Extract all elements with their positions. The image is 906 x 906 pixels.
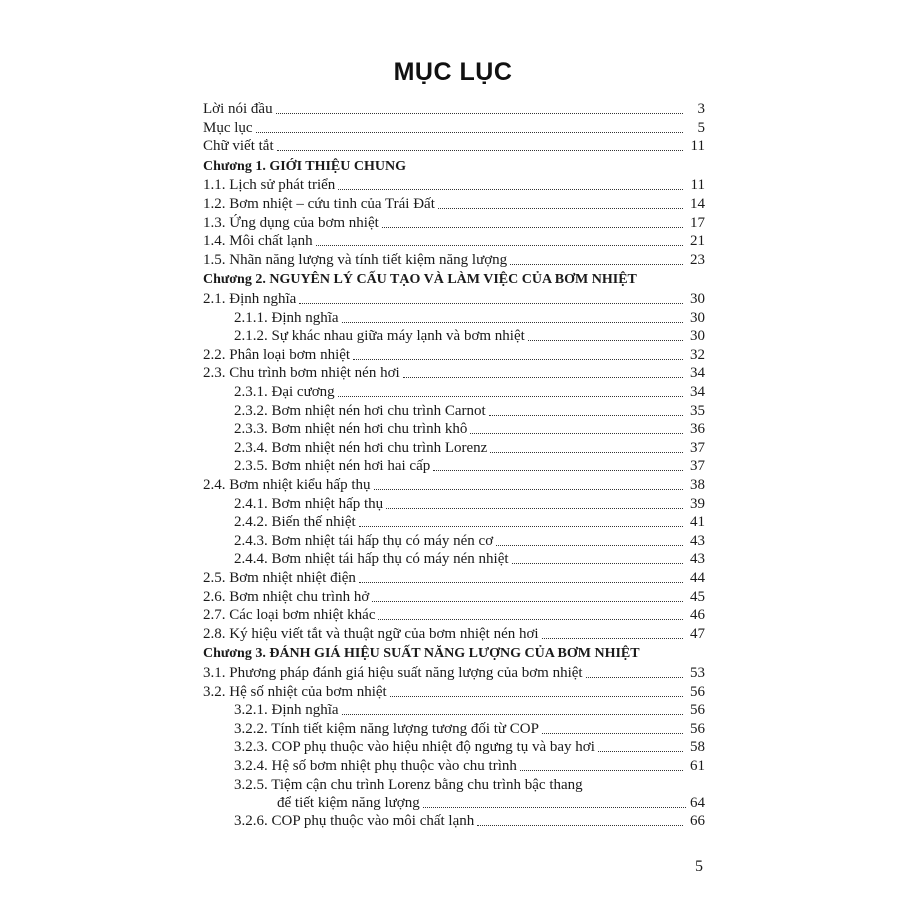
toc-entry-page: 44 — [690, 570, 705, 586]
chapter-title: Chương 2. NGUYÊN LÝ CẤU TẠO VÀ LÀM VIỆC CỦA BƠM NHIỆT — [203, 272, 637, 288]
toc-entry — [203, 532, 705, 550]
dot-leader — [338, 396, 683, 397]
toc-entry-page: 30 — [690, 328, 705, 345]
dot-leader — [359, 582, 683, 583]
chapter-title: Chương 1. GIỚI THIỆU CHUNG — [203, 158, 406, 174]
dot-leader — [277, 150, 683, 151]
toc-entry — [203, 119, 705, 137]
toc-entry-page: 47 — [690, 625, 705, 642]
dot-leader — [438, 208, 683, 209]
toc-entry — [203, 420, 705, 438]
toc-entry-page: 35 — [690, 402, 705, 419]
toc-entry-page: 46 — [690, 607, 705, 624]
toc-entry-page: 64 — [690, 794, 705, 811]
toc-entry-page: 41 — [690, 514, 705, 531]
toc-entry — [203, 327, 705, 345]
toc-entry-page: 53 — [690, 665, 705, 681]
toc-entry-page: 39 — [690, 495, 705, 512]
toc-entry-page: 43 — [690, 551, 705, 568]
toc-entry-page: 21 — [690, 233, 705, 250]
toc-entry — [203, 476, 705, 494]
dot-leader — [489, 415, 683, 416]
dot-leader — [470, 433, 683, 434]
toc-entry-label: 1.1. Lịch sử phát triển — [203, 177, 336, 194]
toc-entry-label: 2.3.4. Bơm nhiệt nén hơi chu trình Lorenz — [234, 439, 488, 456]
toc-entry-page: 11 — [690, 177, 705, 194]
dot-leader — [510, 264, 683, 265]
toc-entry-page: 5 — [697, 119, 705, 136]
toc-entry-label: 2.3. Chu trình bơm nhiệt nén hơi — [203, 365, 400, 382]
toc-entry — [203, 346, 705, 364]
toc-entry — [203, 176, 705, 194]
toc-chapter-heading — [203, 271, 705, 289]
toc-entry — [203, 457, 705, 475]
toc-entry-label: 3.2.3. COP phụ thuộc vào hiệu nhiệt độ ngưng tụ và bay hơi — [234, 739, 595, 756]
toc-chapter-heading — [203, 158, 705, 176]
toc-entry — [203, 569, 705, 587]
dot-leader — [586, 677, 683, 678]
toc-entry — [203, 402, 705, 420]
toc-entry-page: 58 — [690, 739, 705, 756]
toc-entry — [203, 309, 705, 327]
chapter-title: Chương 3. ĐÁNH GIÁ HIỆU SUẤT NĂNG LƯỢNG CỦA BƠM NHIỆT — [203, 646, 640, 662]
dot-leader — [390, 696, 683, 697]
toc-entry-label: 3.2.5. Tiệm cận chu trình Lorenz bằng chu trình bậc thang — [234, 776, 583, 793]
dot-leader — [342, 714, 683, 715]
toc-entry-label-continued: để tiết kiệm năng lượng — [277, 794, 420, 811]
toc-entry — [203, 232, 705, 250]
toc-entry-page: 61 — [690, 758, 705, 774]
toc-entry-label: 3.1. Phương pháp đánh giá hiệu suất năng lượng của bơm nhiệt — [203, 665, 583, 681]
page-number: 5 — [695, 858, 703, 875]
toc-entry-label: 2.3.2. Bơm nhiệt nén hơi chu trình Carnot — [234, 402, 486, 419]
toc-entry-label: 1.3. Ứng dụng của bơm nhiệt — [203, 214, 379, 231]
toc-entry-page: 45 — [690, 588, 705, 605]
toc-entry-label: Mục lục — [203, 119, 253, 136]
toc-entry-label: 2.7. Các loại bơm nhiệt khác — [203, 607, 376, 624]
toc-entry — [203, 513, 705, 531]
toc-entry-page: 37 — [690, 458, 705, 475]
dot-leader — [372, 601, 683, 602]
dot-leader — [496, 545, 683, 546]
toc-entry-page: 66 — [690, 812, 705, 829]
toc-entry-page: 36 — [690, 421, 705, 438]
toc-entry-label: 2.1. Định nghĩa — [203, 291, 297, 307]
toc-entry — [203, 290, 705, 308]
toc-entry-page: 17 — [690, 214, 705, 231]
toc-entry — [203, 757, 705, 775]
toc-entry-label: Chữ viết tắt — [203, 138, 274, 155]
toc-entry — [203, 588, 705, 606]
toc-entry — [203, 495, 705, 513]
dot-leader — [528, 340, 683, 341]
toc-entry-label: 3.2. Hệ số nhiệt của bơm nhiệt — [203, 683, 387, 700]
toc-entry — [203, 606, 705, 624]
toc-entry-label: 1.5. Nhãn năng lượng và tính tiết kiệm năng lượng — [203, 251, 508, 268]
dot-leader — [299, 303, 683, 304]
toc-entry-page: 56 — [690, 702, 705, 719]
toc-entry-label: 2.8. Ký hiệu viết tắt và thuật ngữ của bơm nhiệt nén hơi — [203, 625, 539, 642]
toc-entry — [203, 664, 705, 682]
toc-entry-label: 2.2. Phân loại bơm nhiệt — [203, 346, 351, 363]
dot-leader — [316, 245, 683, 246]
toc-entry-label: 2.4.4. Bơm nhiệt tái hấp thụ có máy nén nhiệt — [234, 551, 509, 568]
toc-entry-label: 2.1.2. Sự khác nhau giữa máy lạnh và bơm nhiệt — [234, 328, 525, 345]
toc-entry-page: 37 — [690, 439, 705, 456]
toc-entry — [203, 550, 705, 568]
dot-leader — [598, 751, 683, 752]
toc-entry — [203, 383, 705, 401]
toc-entry — [203, 738, 705, 756]
toc-entry-label: 2.4.1. Bơm nhiệt hấp thụ — [234, 495, 384, 512]
dot-leader — [542, 638, 683, 639]
toc-entry — [203, 214, 705, 232]
toc-entry-page: 3 — [697, 101, 705, 117]
toc-entry — [203, 195, 705, 213]
toc-entry-label: 3.2.2. Tính tiết kiệm năng lượng tương đối từ COP — [234, 720, 539, 737]
page-title: MỤC LỤC — [393, 58, 513, 86]
dot-leader — [256, 132, 683, 133]
toc-entry — [203, 625, 705, 643]
dot-leader — [490, 452, 683, 453]
dot-leader — [338, 189, 683, 190]
toc-entry — [203, 100, 705, 118]
toc-entry-label: 2.3.3. Bơm nhiệt nén hơi chu trình khô — [234, 421, 468, 438]
dot-leader — [477, 825, 683, 826]
dot-leader — [342, 322, 683, 323]
toc-entry-label: 2.6. Bơm nhiệt chu trình hở — [203, 588, 370, 605]
dot-leader — [378, 619, 683, 620]
toc-entry — [203, 251, 705, 269]
toc-entry-label: 3.2.4. Hệ số bơm nhiệt phụ thuộc vào chu trình — [234, 758, 517, 774]
dot-leader — [542, 733, 683, 734]
toc-entry — [203, 364, 705, 382]
toc-entry-page: 56 — [690, 720, 705, 737]
toc-entry-page: 30 — [690, 291, 705, 307]
toc-entry-multiline — [203, 776, 705, 812]
toc-entry-page: 14 — [690, 196, 705, 212]
toc-entry-label: 1.4. Môi chất lạnh — [203, 233, 313, 250]
toc-entry-page: 34 — [690, 384, 705, 400]
dot-leader — [520, 770, 683, 771]
dot-leader — [359, 526, 683, 527]
toc-entry-page: 30 — [690, 309, 705, 326]
toc-entry-label: 2.3.5. Bơm nhiệt nén hơi hai cấp — [234, 458, 431, 475]
toc-entry-page: 56 — [690, 683, 705, 700]
toc-entry-label: 3.2.6. COP phụ thuộc vào môi chất lạnh — [234, 812, 475, 829]
toc-entry-label: 3.2.1. Định nghĩa — [234, 702, 339, 719]
dot-leader — [382, 227, 683, 228]
dot-leader — [353, 359, 683, 360]
toc-entry-page: 23 — [690, 251, 705, 268]
toc-entry-label: 2.4. Bơm nhiệt kiểu hấp thụ — [203, 477, 371, 493]
toc-entry — [203, 137, 705, 155]
toc-entry-label: 1.2. Bơm nhiệt – cứu tinh của Trái Đất — [203, 196, 435, 212]
toc-entry — [203, 812, 705, 830]
dot-leader — [276, 113, 683, 114]
toc-chapter-heading — [203, 645, 705, 663]
dot-leader — [512, 563, 683, 564]
dot-leader — [403, 377, 683, 378]
toc-entry — [203, 439, 705, 457]
toc-entry-label: 2.3.1. Đại cương — [234, 384, 335, 400]
toc-entry — [203, 701, 705, 719]
toc-entry-page: 34 — [690, 365, 705, 382]
toc-entry — [203, 720, 705, 738]
toc-entry-label: 2.4.2. Biến thế nhiệt — [234, 514, 356, 531]
toc-entry — [203, 683, 705, 701]
dot-leader — [374, 489, 684, 490]
toc-entry-page: 38 — [690, 477, 705, 493]
toc-entry-page: 32 — [690, 346, 705, 363]
toc-entry-page: 11 — [690, 138, 705, 155]
toc-entry-label: Lời nói đầu — [203, 101, 273, 117]
toc-entry-label: 2.5. Bơm nhiệt nhiệt điện — [203, 570, 356, 586]
toc-entry-label: 2.4.3. Bơm nhiệt tái hấp thụ có máy nén cơ — [234, 532, 494, 549]
dot-leader — [386, 508, 683, 509]
toc-entry-page: 43 — [690, 532, 705, 549]
toc-entry-label: 2.1.1. Định nghĩa — [234, 309, 339, 326]
dot-leader — [433, 470, 683, 471]
dot-leader — [423, 807, 686, 808]
